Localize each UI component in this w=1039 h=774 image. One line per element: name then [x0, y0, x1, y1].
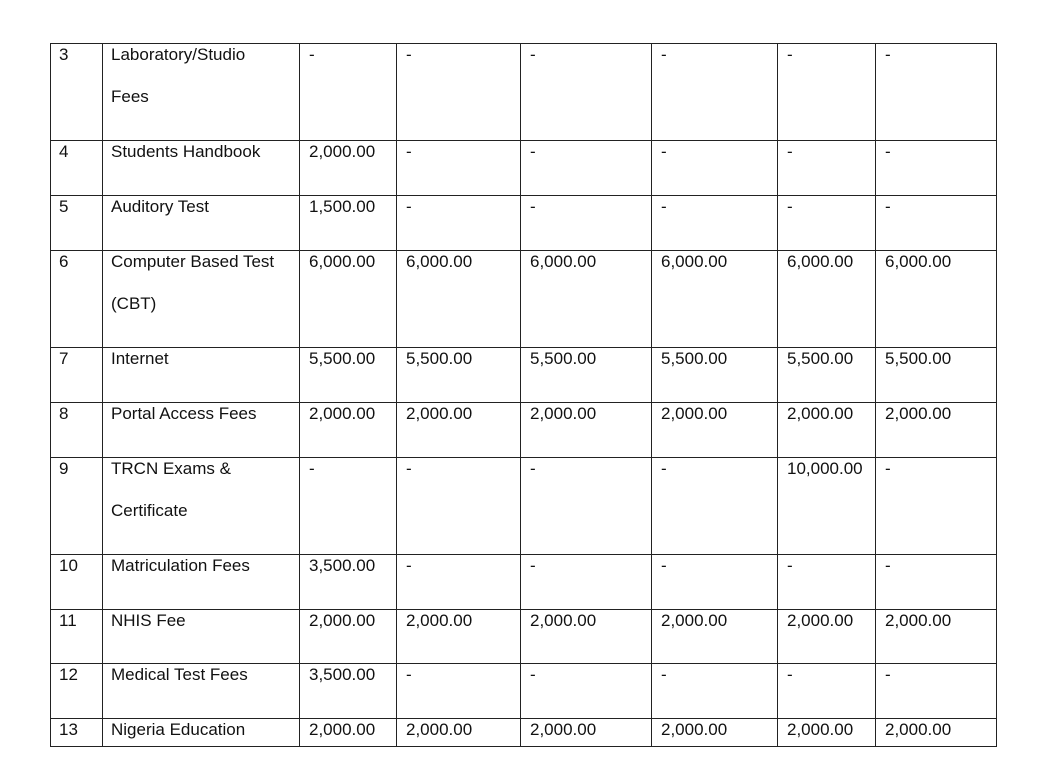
- table-row: [51, 44, 997, 141]
- amount-value: -: [787, 45, 793, 64]
- amount-value: -: [309, 459, 315, 478]
- serial-number-cell: [51, 141, 103, 196]
- fee-item-label: Auditory Test: [111, 197, 209, 216]
- amount-value: 6,000.00: [406, 252, 473, 271]
- fee-item-cell: [103, 610, 300, 664]
- fee-item-label: Medical Test Fees: [111, 665, 248, 684]
- amount-value: 6,000.00: [787, 252, 854, 271]
- amount-value: 3,500.00: [309, 556, 376, 575]
- amount-value: -: [885, 556, 891, 575]
- fee-item-cell: [103, 348, 300, 403]
- amount-cell: [876, 458, 997, 555]
- amount-value: -: [885, 665, 891, 684]
- amount-value: 2,000.00: [406, 720, 473, 739]
- amount-cell: [300, 251, 397, 348]
- amount-cell: [521, 610, 652, 664]
- amount-cell: [876, 141, 997, 196]
- fee-item-cell: [103, 719, 300, 747]
- amount-cell: [778, 251, 876, 348]
- amount-cell: [397, 719, 521, 747]
- fee-item-cell: [103, 458, 300, 555]
- amount-value: 2,000.00: [661, 611, 728, 630]
- table-row: [51, 141, 997, 196]
- fee-item-label: (CBT): [111, 294, 157, 313]
- serial-number-cell: [51, 458, 103, 555]
- amount-value: 2,000.00: [309, 404, 376, 423]
- amount-cell: [778, 196, 876, 251]
- table-row: [51, 458, 997, 555]
- amount-value: 2,000.00: [530, 611, 597, 630]
- amount-cell: [397, 403, 521, 458]
- amount-cell: [652, 196, 778, 251]
- amount-value: 2,000.00: [406, 404, 473, 423]
- amount-cell: [521, 719, 652, 747]
- serial-number-cell: [51, 251, 103, 348]
- serial-number: 7: [59, 349, 69, 368]
- amount-cell: [652, 719, 778, 747]
- amount-value: 5,500.00: [406, 349, 473, 368]
- amount-value: 3,500.00: [309, 665, 376, 684]
- serial-number: 12: [59, 665, 78, 684]
- amount-cell: [876, 44, 997, 141]
- amount-cell: [876, 555, 997, 610]
- amount-value: 2,000.00: [787, 611, 854, 630]
- amount-value: 2,000.00: [309, 142, 376, 161]
- amount-cell: [521, 141, 652, 196]
- fee-item-cell: [103, 251, 300, 348]
- table-row: [51, 251, 997, 348]
- serial-number-cell: [51, 196, 103, 251]
- amount-value: -: [406, 459, 412, 478]
- amount-cell: [778, 44, 876, 141]
- serial-number: 3: [59, 45, 69, 64]
- fee-item-label: Laboratory/Studio: [111, 45, 246, 64]
- table-row: [51, 348, 997, 403]
- fee-item-cell: [103, 664, 300, 719]
- amount-value: -: [309, 45, 315, 64]
- amount-value: 2,000.00: [530, 720, 597, 739]
- amount-value: -: [530, 459, 536, 478]
- fee-item-label: Certificate: [111, 501, 188, 520]
- amount-value: -: [787, 197, 793, 216]
- amount-value: 5,500.00: [530, 349, 597, 368]
- serial-number: 11: [59, 611, 77, 630]
- amount-value: -: [406, 45, 412, 64]
- amount-cell: [652, 555, 778, 610]
- amount-cell: [652, 348, 778, 403]
- amount-value: 2,000.00: [787, 404, 854, 423]
- amount-cell: [300, 141, 397, 196]
- amount-cell: [397, 348, 521, 403]
- amount-value: -: [661, 556, 667, 575]
- amount-value: -: [661, 665, 667, 684]
- amount-cell: [397, 196, 521, 251]
- serial-number: 10: [59, 556, 78, 575]
- amount-value: -: [661, 142, 667, 161]
- amount-value: -: [530, 556, 536, 575]
- amount-value: -: [661, 197, 667, 216]
- amount-cell: [876, 251, 997, 348]
- amount-cell: [521, 251, 652, 348]
- amount-value: -: [406, 197, 412, 216]
- amount-value: 2,000.00: [309, 611, 376, 630]
- amount-cell: [652, 403, 778, 458]
- amount-cell: [876, 610, 997, 664]
- serial-number-cell: [51, 403, 103, 458]
- amount-value: 6,000.00: [530, 252, 597, 271]
- table-row: [51, 664, 997, 719]
- amount-cell: [652, 458, 778, 555]
- amount-value: 5,500.00: [309, 349, 376, 368]
- amount-value: -: [406, 665, 412, 684]
- fee-item-label: Matriculation Fees: [111, 556, 250, 575]
- amount-value: 2,000.00: [406, 611, 473, 630]
- serial-number-cell: [51, 44, 103, 141]
- amount-value: 6,000.00: [661, 252, 728, 271]
- amount-cell: [300, 664, 397, 719]
- amount-cell: [521, 348, 652, 403]
- amount-value: -: [406, 556, 412, 575]
- amount-value: -: [530, 45, 536, 64]
- amount-value: 2,000.00: [661, 404, 728, 423]
- fee-item-label: Fees: [111, 87, 149, 106]
- amount-value: -: [530, 142, 536, 161]
- serial-number: 5: [59, 197, 69, 216]
- amount-value: -: [885, 45, 891, 64]
- amount-cell: [652, 664, 778, 719]
- amount-value: 2,000.00: [885, 611, 952, 630]
- fee-item-label: Computer Based Test: [111, 252, 275, 271]
- amount-value: 5,500.00: [885, 349, 952, 368]
- fee-item-label: NHIS Fee: [111, 611, 186, 630]
- amount-cell: [876, 719, 997, 747]
- amount-cell: [397, 251, 521, 348]
- serial-number: 13: [59, 720, 78, 739]
- amount-cell: [778, 719, 876, 747]
- amount-cell: [300, 610, 397, 664]
- fee-item-label: TRCN Exams &: [111, 459, 231, 478]
- serial-number: 9: [59, 459, 69, 478]
- amount-value: -: [787, 665, 793, 684]
- amount-cell: [876, 348, 997, 403]
- amount-cell: [300, 196, 397, 251]
- amount-cell: [397, 141, 521, 196]
- amount-cell: [397, 44, 521, 141]
- fee-item-label: Nigeria Education: [111, 720, 246, 739]
- amount-value: -: [885, 142, 891, 161]
- amount-value: 2,000.00: [661, 720, 728, 739]
- amount-cell: [778, 348, 876, 403]
- amount-value: 2,000.00: [885, 720, 952, 739]
- amount-cell: [300, 44, 397, 141]
- amount-value: 2,000.00: [309, 720, 376, 739]
- table-row: [51, 610, 997, 664]
- amount-cell: [652, 44, 778, 141]
- amount-cell: [300, 348, 397, 403]
- fee-item-cell: [103, 141, 300, 196]
- amount-cell: [652, 610, 778, 664]
- fees-table: [50, 43, 997, 747]
- amount-value: -: [787, 142, 793, 161]
- fee-item-label: Internet: [111, 349, 169, 368]
- amount-cell: [778, 403, 876, 458]
- amount-value: 2,000.00: [885, 404, 952, 423]
- amount-cell: [876, 196, 997, 251]
- amount-cell: [521, 664, 652, 719]
- amount-cell: [300, 555, 397, 610]
- fee-item-cell: [103, 44, 300, 141]
- amount-cell: [521, 555, 652, 610]
- serial-number: 8: [59, 404, 69, 423]
- amount-cell: [300, 403, 397, 458]
- amount-value: -: [406, 142, 412, 161]
- serial-number-cell: [51, 348, 103, 403]
- serial-number-cell: [51, 555, 103, 610]
- amount-cell: [778, 664, 876, 719]
- amount-cell: [397, 664, 521, 719]
- amount-cell: [397, 610, 521, 664]
- amount-value: 1,500.00: [309, 197, 376, 216]
- amount-cell: [300, 458, 397, 555]
- serial-number-cell: [51, 664, 103, 719]
- serial-number: 6: [59, 252, 69, 271]
- amount-value: 5,500.00: [787, 349, 854, 368]
- amount-value: 2,000.00: [530, 404, 597, 423]
- amount-value: -: [530, 665, 536, 684]
- amount-cell: [521, 44, 652, 141]
- amount-cell: [397, 458, 521, 555]
- amount-cell: [652, 251, 778, 348]
- amount-cell: [652, 141, 778, 196]
- amount-cell: [778, 610, 876, 664]
- amount-cell: [521, 458, 652, 555]
- amount-value: -: [530, 197, 536, 216]
- amount-value: -: [661, 45, 667, 64]
- amount-value: 6,000.00: [309, 252, 376, 271]
- serial-number-cell: [51, 719, 103, 747]
- amount-cell: [397, 555, 521, 610]
- amount-value: 5,500.00: [661, 349, 728, 368]
- serial-number: 4: [59, 142, 69, 161]
- amount-cell: [876, 664, 997, 719]
- fee-item-label: Portal Access Fees: [111, 404, 257, 423]
- serial-number-cell: [51, 610, 103, 664]
- amount-cell: [778, 458, 876, 555]
- amount-value: -: [787, 556, 793, 575]
- amount-cell: [778, 555, 876, 610]
- fee-item-label: Students Handbook: [111, 142, 261, 161]
- table-row: [51, 719, 997, 747]
- amount-cell: [876, 403, 997, 458]
- amount-value: -: [661, 459, 667, 478]
- amount-value: 6,000.00: [885, 252, 952, 271]
- fee-item-cell: [103, 555, 300, 610]
- amount-cell: [521, 196, 652, 251]
- amount-cell: [778, 141, 876, 196]
- amount-value: 10,000.00: [787, 459, 863, 478]
- amount-cell: [521, 403, 652, 458]
- amount-value: -: [885, 459, 891, 478]
- table-row: [51, 555, 997, 610]
- amount-value: 2,000.00: [787, 720, 854, 739]
- amount-cell: [300, 719, 397, 747]
- amount-value: -: [885, 197, 891, 216]
